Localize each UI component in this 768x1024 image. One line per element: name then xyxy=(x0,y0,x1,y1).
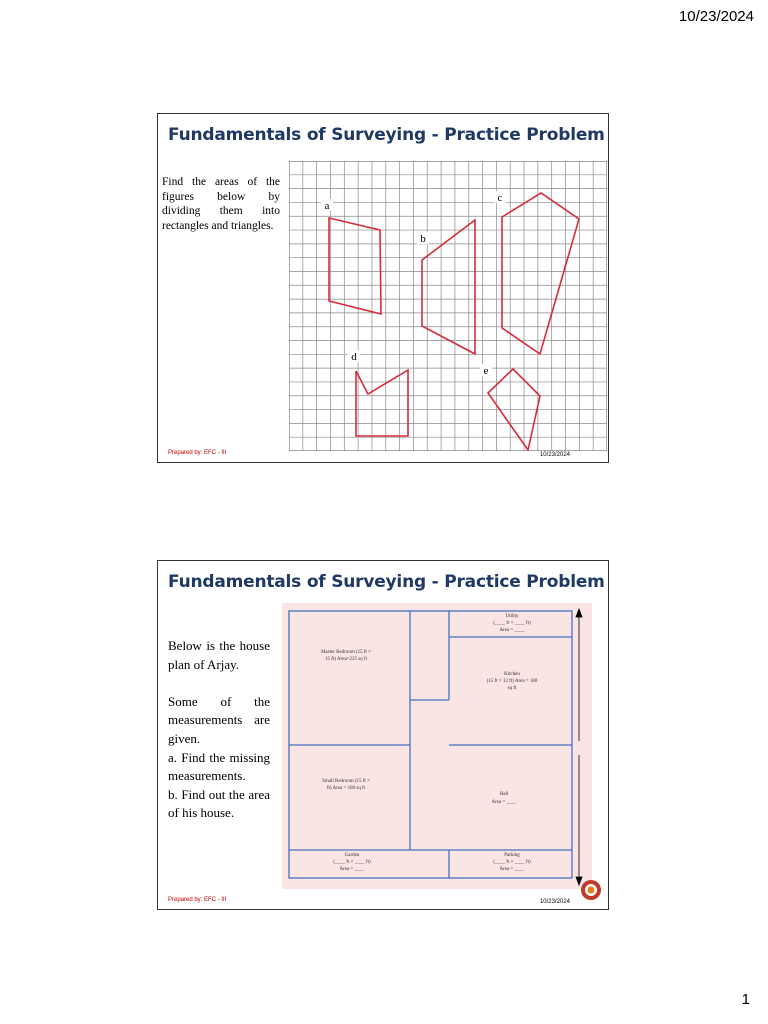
instruction-intro: Below is the house plan of Arjay. xyxy=(168,638,270,672)
figure-b xyxy=(422,220,475,354)
logo-icon xyxy=(580,879,602,901)
garden-name: Garden xyxy=(344,853,360,858)
kitchen-line2: sq ft xyxy=(507,686,517,691)
small-bedroom-line2: ft) Area = 180 sq ft xyxy=(326,786,366,791)
master-bedroom-line1: Master Bedroom (15 ft × xyxy=(320,650,372,655)
figure-d xyxy=(356,370,408,436)
small-bedroom-line1: Small Bedroom (15 ft × xyxy=(322,779,370,784)
label-a: a xyxy=(324,200,330,212)
garden-area: Area = ____ xyxy=(339,867,365,872)
instruction-b: b. Find out the area of his house. xyxy=(168,786,270,821)
footer-date: 10/23/2024 xyxy=(539,452,570,458)
footer-prepared-by: Prepared by: EFC - III xyxy=(168,450,227,456)
grid-figure xyxy=(289,161,607,451)
instructions xyxy=(168,637,270,823)
slide-1 xyxy=(157,113,609,463)
figure-c xyxy=(502,193,579,354)
instructions: Find the areas of the figures below by dividing them into rectangles and triangles. xyxy=(162,176,280,232)
parking-dims: (____ ft × ____ ft) xyxy=(493,860,531,865)
slide-2 xyxy=(157,560,609,910)
figure-a xyxy=(329,218,381,314)
instruction-a: a. Find the missing measurements. xyxy=(168,749,270,784)
hall-name: Hall xyxy=(499,792,509,797)
slide-title: Fundamentals of Surveying - Practice Problem xyxy=(168,572,605,592)
footer-date: 10/23/2024 xyxy=(539,899,570,905)
utility-dims: (____ ft × ____ ft) xyxy=(493,621,531,626)
footer-prepared-by: Prepared by: EFC - III xyxy=(168,897,227,903)
parking-name: Parking xyxy=(504,853,520,858)
label-b: b xyxy=(420,233,426,245)
parking-area: Area = ____ xyxy=(499,867,525,872)
page-number: 1 xyxy=(741,991,750,1008)
utility-name: Utility xyxy=(505,614,519,619)
page-date: 10/23/2024 xyxy=(678,8,754,25)
label-d: d xyxy=(351,351,357,363)
garden-dims: (____ ft × ____ ft) xyxy=(333,860,371,865)
slide-title: Fundamentals of Surveying - Practice Problem xyxy=(168,125,605,145)
house-plan xyxy=(282,603,592,889)
label-c: c xyxy=(497,192,503,204)
utility-area: Area = ____ xyxy=(499,628,525,633)
master-bedroom-line2: 15 ft) Area=225 sq ft xyxy=(325,657,367,662)
hall-area: Area = ____ xyxy=(491,800,517,805)
grid-lines xyxy=(289,161,607,451)
instruction-given: Some of the measurements are given. xyxy=(168,693,270,746)
kitchen-name: Kitchen xyxy=(504,672,520,677)
label-e: e xyxy=(483,365,489,377)
kitchen-line1: (15 ft × 12 ft) Area = 180 xyxy=(486,679,538,684)
